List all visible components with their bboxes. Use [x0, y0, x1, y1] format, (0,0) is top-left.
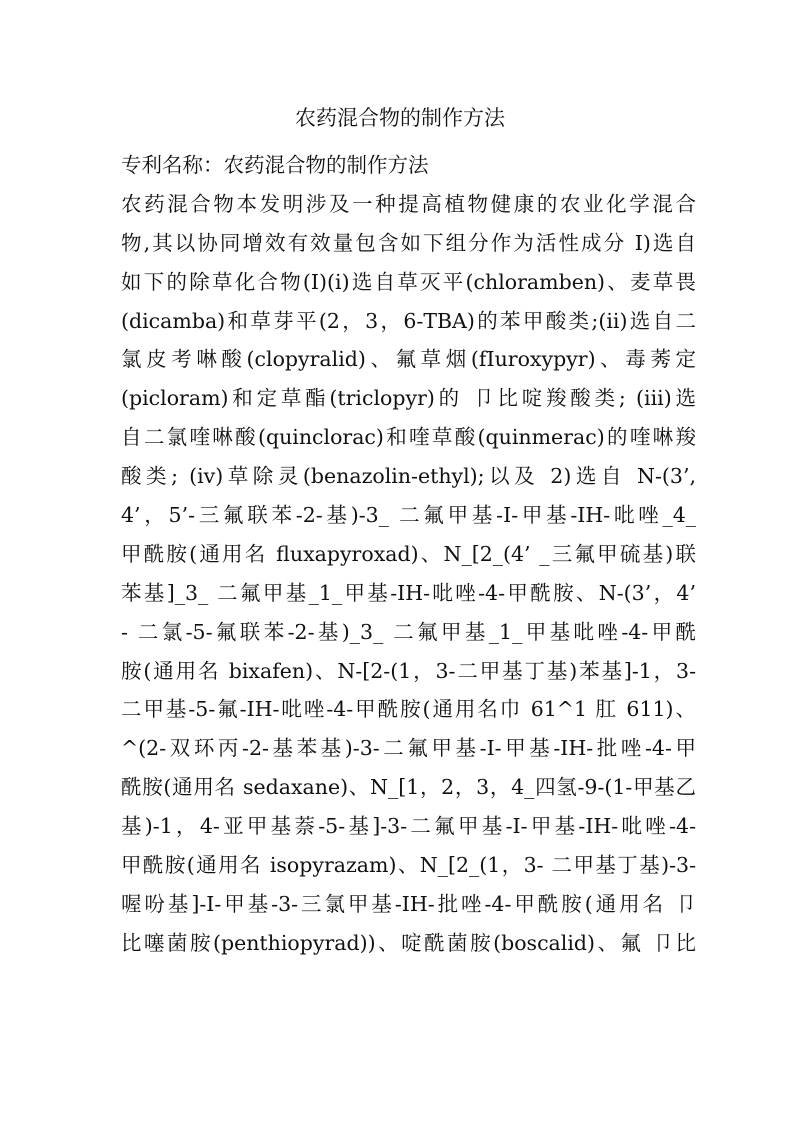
body-line: (picloram)和定草酯(triclopyr)的 卩比啶羧酸类; (iii)选 [121, 386, 696, 411]
body-line: (dicamba)和草芽平(2，3，6-TBA)的苯甲酸类;(ii)选自二 [121, 308, 696, 333]
document-title: 农药混合物的制作方法 [295, 106, 505, 130]
body-line: 氯皮考啉酸(clopyralid)、氟草烟(fIuroxypyr)、毒莠定 [121, 347, 696, 372]
body-line: 比噻菌胺(penthiopyrad))、啶酰菌胺(boscalid)、氟 卩比 [121, 930, 696, 955]
body-line: ^(2-双环丙-2-基苯基)-3-二氟甲基-I-甲基-IH-批唑-4-甲 [121, 736, 696, 761]
body-line: 酰胺(通用名 sedaxane)、N_[1，2，3，4_四氢-9-(1-甲基乙 [121, 775, 696, 800]
body-line: 甲酰胺(通用名 fluxapyroxad)、N_[2_(4’ _三氟甲硫基)联 [121, 541, 696, 566]
body-line: 苯基]_3_ 二氟甲基_1_甲基-IH-吡唑-4-甲酰胺、N-(3’，4’ [121, 580, 696, 605]
body-line: 4’，5’-三氟联苯-2-基)-3_ 二氟甲基-I-甲基-IH-吡唑_4_ [121, 503, 696, 528]
body-line: 胺(通用名 bixafen)、N-[2-(1，3-二甲基丁基)苯基]-1，3- [121, 658, 696, 683]
body-line: 酸类; (iv)草除灵(benazolin-ethyl);以及 2)选自 N-(3’, [121, 464, 696, 489]
patent-name-line: 专利名称：农药混合物的制作方法 [121, 153, 429, 177]
body-line: 喔吩基]-I-甲基-3-三氯甲基-IH-批唑-4-甲酰胺(通用名 卩 [121, 891, 696, 916]
body-line: 如下的除草化合物(I)(i)选自草灭平(chloramben)、麦草畏 [121, 269, 696, 294]
body-line: 物,其以协同增效有效量包含如下组分作为活性成分 I)选自 [121, 230, 696, 255]
body-line: 农药混合物本发明涉及一种提高植物健康的农业化学混合 [121, 191, 696, 216]
body-line: 基)-1，4-亚甲基萘-5-基]-3-二氟甲基-I-甲基-IH-吡唑-4- [121, 814, 696, 839]
body-line: - 二氯-5-氟联苯-2-基)_3_ 二氟甲基_1_甲基吡唑-4-甲酰 [121, 619, 696, 644]
document-body [121, 146, 696, 963]
body-line: 甲酰胺(通用名 isopyrazam)、N_[2_(1，3- 二甲基丁基)-3- [121, 853, 696, 878]
body-line: 二甲基-5-氟-IH-吡唑-4-甲酰胺(通用名巾 61^1 肛 611)、 [121, 697, 696, 722]
body-line: 自二氯喹啉酸(quinclorac)和喹草酸(quinmerac)的喹啉羧 [121, 425, 696, 450]
